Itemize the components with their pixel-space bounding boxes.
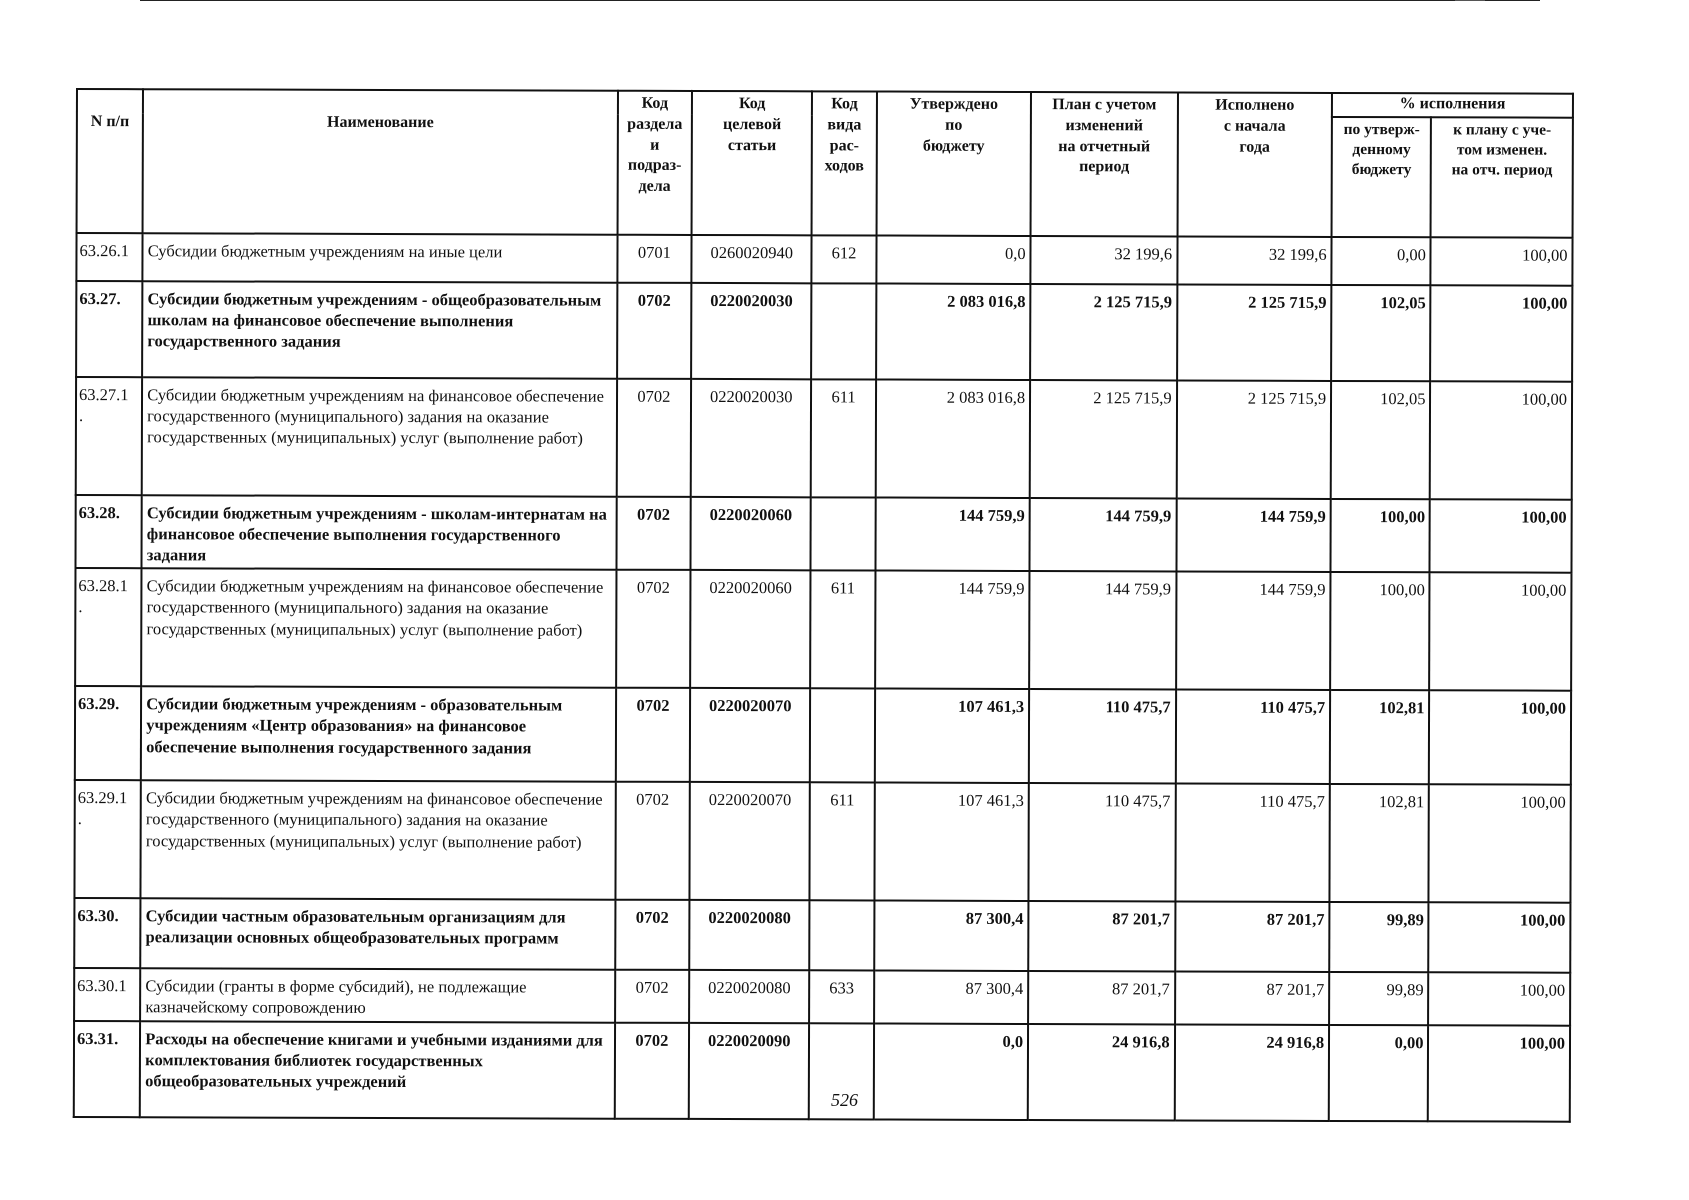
row-target-code: 0220020030 <box>691 379 812 497</box>
row-target-code: 0220020090 <box>689 1022 810 1118</box>
row-section-code: 0702 <box>615 782 690 900</box>
row-expense-code: 611 <box>811 379 876 497</box>
row-name: Субсидии бюджетным учреждениям - общеобразовательным школам на финансовое обеспечение выполнения государственного задания <box>142 281 617 378</box>
row-expense-code: 611 <box>811 571 876 689</box>
row-expense-code <box>812 283 877 379</box>
row-section-code: 0702 <box>615 1022 690 1118</box>
row-plan: 144 759,9 <box>1029 571 1176 689</box>
row-target-code: 0220020060 <box>690 570 811 688</box>
row-approved: 144 759,9 <box>875 498 1030 572</box>
page-number: 526 <box>831 1090 858 1110</box>
row-target-code: 0220020070 <box>689 782 810 900</box>
header-pct-group: % исполнения <box>1332 93 1573 118</box>
row-target-code: 0220020080 <box>689 900 810 970</box>
row-target-code: 0220020070 <box>690 688 811 782</box>
row-target-code: 0220020030 <box>691 283 812 379</box>
row-expense-code <box>810 689 874 783</box>
row-pct-plan: 100,00 <box>1428 1025 1570 1121</box>
row-pct-budget: 102,05 <box>1331 285 1431 381</box>
row-pct-plan: 100,00 <box>1429 973 1571 1026</box>
row-section-code: 0702 <box>616 688 691 782</box>
table-row <box>76 281 1572 382</box>
row-approved: 87 300,4 <box>874 971 1029 1024</box>
row-pct-plan: 100,00 <box>1431 237 1573 285</box>
row-approved: 107 461,3 <box>874 783 1029 901</box>
row-executed: 32 199,6 <box>1177 236 1332 284</box>
row-pct-budget: 0,00 <box>1332 237 1431 285</box>
row-name: Субсидии бюджетным учреждениям на финансовое обеспечение государственного (муниципального) задания на оказание государственных (муниципальных) услуг (выполнение работ) <box>141 781 616 900</box>
row-section-code: 0702 <box>615 900 689 970</box>
row-num: 63.31. <box>74 1021 141 1117</box>
row-expense-code: 612 <box>812 235 876 283</box>
header-expense-code: Код вида рас- ходов <box>812 91 877 235</box>
row-num: 63.29. <box>75 686 142 780</box>
header-target-code: Код целевой статьи <box>692 91 813 235</box>
row-executed: 110 475,7 <box>1175 784 1330 902</box>
row-approved: 107 461,3 <box>874 689 1029 783</box>
top-rule <box>140 0 1540 1</box>
row-approved: 144 759,9 <box>875 571 1030 689</box>
row-name: Субсидии частным образовательным организациям для реализации основных общеобразовательных программ <box>140 899 615 970</box>
row-section-code: 0702 <box>616 497 690 571</box>
row-num: 63.30. <box>74 898 140 968</box>
row-executed: 87 201,7 <box>1175 902 1330 972</box>
row-target-code: 0220020060 <box>691 497 812 571</box>
row-section-code: 0702 <box>617 283 692 379</box>
row-name: Расходы на обеспечение книгами и учебными изданиями для комплектования библиотек государственных общеобразовательных учреждений <box>140 1021 615 1118</box>
row-pct-budget: 102,81 <box>1330 690 1430 784</box>
row-expense-code: 633 <box>809 971 873 1023</box>
row-pct-plan: 100,00 <box>1429 903 1571 973</box>
row-plan: 87 201,7 <box>1028 971 1175 1024</box>
table-row <box>75 568 1571 691</box>
row-plan: 32 199,6 <box>1031 236 1178 284</box>
row-executed: 144 759,9 <box>1176 498 1331 572</box>
row-pct-budget: 99,89 <box>1329 972 1428 1025</box>
row-executed: 87 201,7 <box>1175 972 1330 1025</box>
row-pct-budget: 102,81 <box>1330 784 1430 902</box>
row-plan: 2 125 715,9 <box>1030 380 1177 498</box>
header-plan: План с учетом изменений на отчетный период <box>1031 92 1178 236</box>
row-executed: 2 125 715,9 <box>1176 380 1331 498</box>
row-plan: 110 475,7 <box>1029 783 1176 901</box>
header-section-code: Код раздела и подраз- дела <box>617 91 692 235</box>
row-plan: 2 125 715,9 <box>1030 284 1177 380</box>
row-name: Субсидии бюджетным учреждениям - школам-интернатам на финансовое обеспечение выполнения государственного задания <box>142 495 617 570</box>
row-target-code: 0260020940 <box>691 235 812 283</box>
header-approved: Утверждено по бюджету <box>876 92 1031 236</box>
row-name: Субсидии бюджетным учреждениям на финансовое обеспечение государственного (муниципального) задания на оказание государственных (муниципальных) услуг (выполнение работ) <box>141 569 616 688</box>
row-section-code: 0702 <box>615 970 689 1022</box>
table-row <box>76 233 1572 286</box>
row-expense-code <box>810 901 874 971</box>
row-num: 63.29.1 . <box>74 780 141 898</box>
row-approved: 0,0 <box>876 236 1031 284</box>
row-name: Субсидии бюджетным учреждениям - образовательным учреждениям «Центр образования» на финансовое обеспечение выполнения государственного задания <box>141 687 616 782</box>
row-pct-plan: 100,00 <box>1430 573 1572 691</box>
row-pct-budget: 99,89 <box>1329 902 1429 972</box>
row-expense-code <box>811 497 875 571</box>
header-pct-budget: по утверж- денному бюджету <box>1332 117 1432 237</box>
row-name: Субсидии бюджетным учреждениям на финансовое обеспечение государственного (муниципального) задания на оказание государственных (муниципальных) услуг (выполнение работ) <box>142 377 617 496</box>
header-num: N п/п <box>77 89 144 233</box>
row-pct-budget: 102,05 <box>1331 381 1431 499</box>
row-pct-plan: 100,00 <box>1430 499 1572 573</box>
header-row <box>77 89 1573 118</box>
table-row <box>74 780 1570 903</box>
row-pct-plan: 100,00 <box>1429 691 1571 785</box>
header-pct-plan: к плану с уче- том изменен. на отч. период <box>1431 117 1573 237</box>
row-executed: 144 759,9 <box>1176 572 1331 690</box>
row-approved: 0,0 <box>873 1023 1028 1119</box>
row-plan: 144 759,9 <box>1030 498 1177 572</box>
row-executed: 110 475,7 <box>1175 690 1330 784</box>
row-section-code: 0702 <box>617 379 692 497</box>
row-approved: 87 300,4 <box>874 901 1029 971</box>
row-pct-plan: 100,00 <box>1429 785 1571 903</box>
header-name: Наименование <box>143 89 618 234</box>
row-pct-budget: 100,00 <box>1330 572 1430 690</box>
row-approved: 2 083 016,8 <box>876 284 1031 380</box>
row-plan: 87 201,7 <box>1028 901 1175 971</box>
row-executed: 2 125 715,9 <box>1177 284 1332 380</box>
row-section-code: 0701 <box>617 235 691 283</box>
row-target-code: 0220020080 <box>689 970 810 1023</box>
row-executed: 24 916,8 <box>1174 1024 1329 1120</box>
row-section-code: 0702 <box>616 570 691 688</box>
top-rule-fragment <box>1455 0 1485 1</box>
table-row <box>74 898 1570 973</box>
row-name: Субсидии бюджетным учреждениям на иные цели <box>143 233 618 282</box>
row-pct-budget: 100,00 <box>1331 499 1431 573</box>
row-pct-budget: 0,00 <box>1329 1024 1429 1120</box>
table-row <box>74 968 1570 1025</box>
row-num: 63.27.1 . <box>76 377 143 495</box>
row-num: 63.28.1 . <box>75 568 142 686</box>
row-plan: 24 916,8 <box>1028 1024 1175 1120</box>
row-plan: 110 475,7 <box>1029 689 1176 783</box>
row-num: 63.28. <box>75 495 141 569</box>
table-row <box>75 686 1571 785</box>
row-expense-code: 611 <box>810 783 875 901</box>
row-name: Субсидии (гранты в форме субсидий), не подлежащие казначейскому сопровождению <box>140 969 615 1023</box>
row-num: 63.26.1 <box>76 233 142 281</box>
table-row <box>75 495 1571 573</box>
header-executed: Исполнено с начала года <box>1177 92 1332 236</box>
row-num: 63.27. <box>76 281 143 377</box>
row-approved: 2 083 016,8 <box>875 380 1030 498</box>
row-pct-plan: 100,00 <box>1430 381 1572 499</box>
row-num: 63.30.1 <box>74 968 140 1020</box>
row-pct-plan: 100,00 <box>1431 285 1573 381</box>
table-row <box>76 377 1572 500</box>
budget-table <box>73 88 1574 1122</box>
